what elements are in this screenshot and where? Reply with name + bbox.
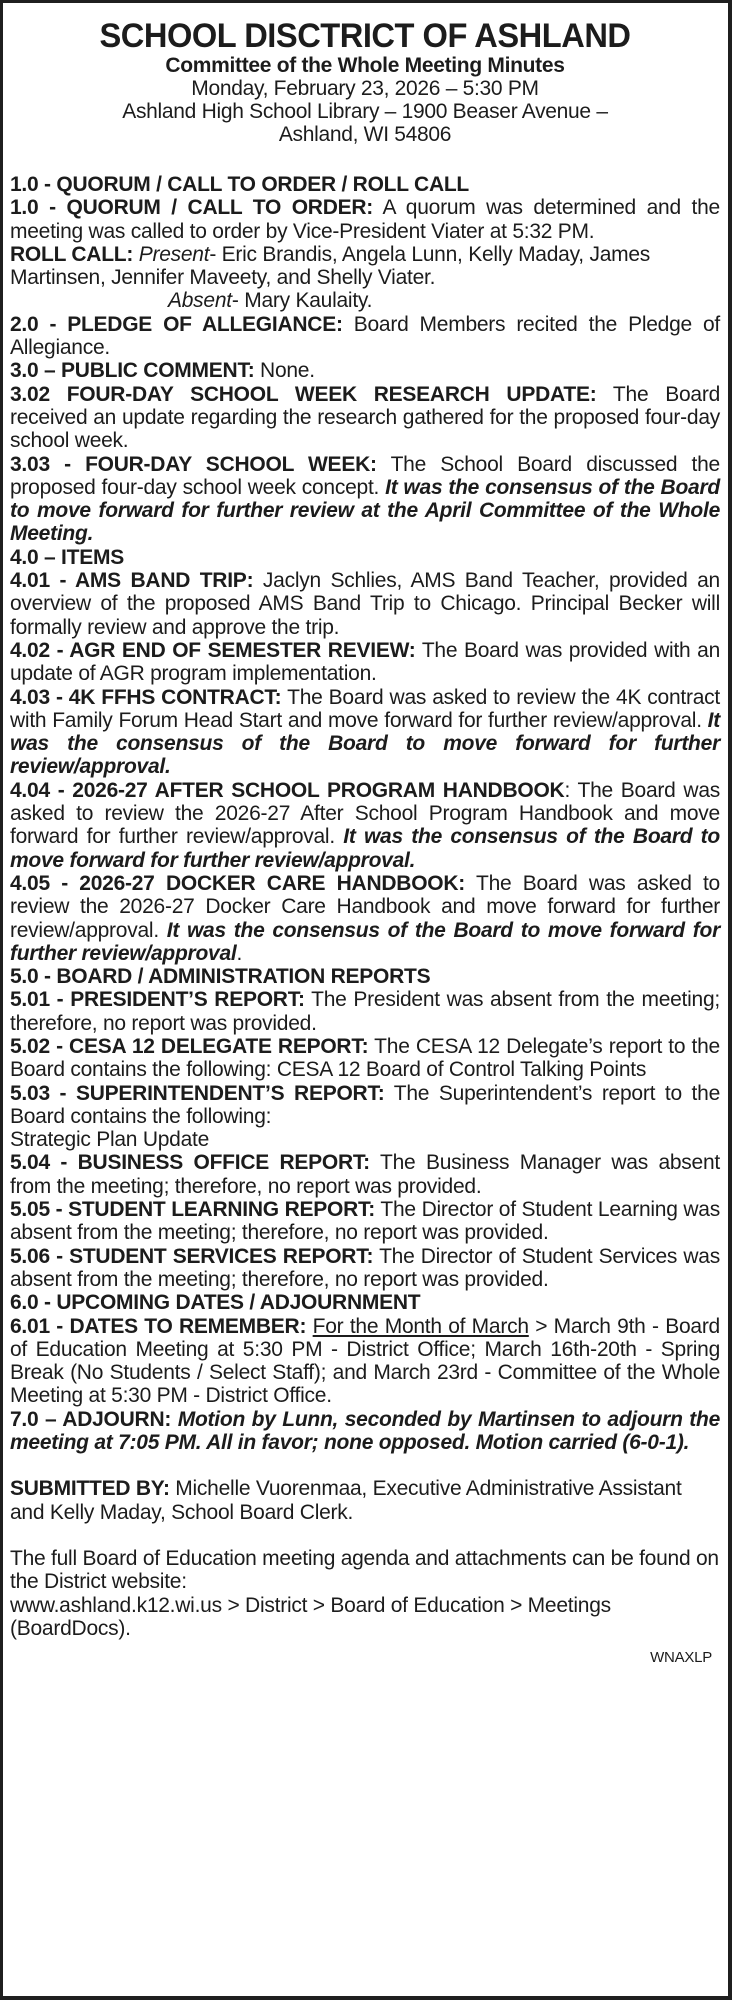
item-public-comment <box>10 359 720 382</box>
item-4-01 <box>10 569 720 639</box>
item-label: 3.03 - FOUR-DAY SCHOOL WEEK: <box>10 452 377 476</box>
item-5-02 <box>10 1035 720 1082</box>
item-text: The Superintendent’s report to the Board contains the following: <box>10 1081 721 1128</box>
spacer <box>10 1524 720 1547</box>
item-text: > March 9th - Board of Education Meeting at 5:30 PM - District Office; March 16th-20th - Spring Break (No Students / Select Staff); and March 23rd - Committee of the Whole Meeting at 5:30 PM - District Office. <box>10 1314 720 1408</box>
item-4-03 <box>10 686 720 779</box>
item-text: The President was absent from the meeting; therefore, no report was provided. <box>10 988 721 1035</box>
spacer <box>10 1454 720 1477</box>
item-5-01 <box>10 988 720 1035</box>
item-label: 7.0 – ADJOURN: <box>10 1407 172 1431</box>
item-3-02 <box>10 383 720 453</box>
submitted-by <box>10 1477 720 1524</box>
item-label: 3.02 FOUR-DAY SCHOOL WEEK RESEARCH UPDATE: <box>10 382 597 406</box>
item-text: The Business Manager was absent from the meeting; therefore, no report was provided. <box>10 1151 720 1198</box>
item-end: . <box>236 941 243 965</box>
item-label: 4.01 - AMS BAND TRIP: <box>10 569 254 593</box>
item-text: None. <box>254 359 315 383</box>
item-4-05 <box>10 872 720 965</box>
item-text: The Board was provided with an update of AGR program implementation. <box>10 638 720 686</box>
item-label: 1.0 - QUORUM / CALL TO ORDER: <box>10 196 374 220</box>
month-label: For the Month of March <box>312 1314 529 1338</box>
website-note: The full Board of Education meeting agenda and attachments can be found on the District website: <box>10 1546 719 1594</box>
district-title: SCHOOL DISCTRICT OF ASHLAND <box>99 17 631 55</box>
item-label: 3.0 – PUBLIC COMMENT: <box>10 359 255 383</box>
absent-label: Absent <box>168 289 232 313</box>
item-text: A quorum was determined and the meeting was called to order by Vice-President Viater at 5:32 PM. <box>10 196 720 243</box>
section-heading-1: 1.0 - QUORUM / CALL TO ORDER / ROLL CALL <box>10 173 470 196</box>
item-3-03 <box>10 453 720 546</box>
meeting-location-line2: Ashland, WI 54806 <box>278 123 452 146</box>
notice-header <box>10 18 720 146</box>
submitted-text: Michelle Vuorenmaa, Executive Administrative Assistant and Kelly Maday, School Board Clerk. <box>10 1477 682 1524</box>
item-5-03 <box>10 1082 720 1129</box>
motion-text: Motion by Lunn, seconded by Martinsen to adjourn the meeting at 7:05 PM. All in favor; none opposed. Motion carried (6-0-1). <box>10 1407 720 1455</box>
item-label: 4.05 - 2026-27 DOCKER CARE HANDBOOK: <box>10 871 466 895</box>
item-5-06 <box>10 1245 720 1292</box>
item-label: 5.03 - SUPERINTENDENT’S REPORT: <box>10 1081 385 1105</box>
submitted-label: SUBMITTED BY: <box>10 1477 170 1501</box>
notice-code: WNAXLP <box>650 1649 712 1667</box>
item-text: The CESA 12 Delegate’s report to the Board contains the following: CESA 12 Board of Control Talking Points <box>10 1034 720 1082</box>
item-text: : The Board was asked to review the 2026-27 After School Program Handbook and move forward for further review/approval. <box>10 778 721 849</box>
item-text: The School Board discussed the proposed four-day school week concept. <box>10 452 720 499</box>
item-5-04 <box>10 1151 720 1198</box>
item-4-02 <box>10 639 720 686</box>
consensus-text: It was the consensus of the Board to move forward for further review/approval. <box>10 825 721 872</box>
item-label: 2.0 - PLEDGE OF ALLEGIANCE: <box>10 312 343 336</box>
item-label: 5.05 - STUDENT LEARNING REPORT: <box>10 1198 376 1222</box>
section-heading-5: 5.0 - BOARD / ADMINISTRATION REPORTS <box>10 965 431 989</box>
item-label: 5.06 - STUDENT SERVICES REPORT: <box>10 1244 374 1268</box>
item-label: 5.04 - BUSINESS OFFICE REPORT: <box>10 1151 370 1175</box>
meeting-location-line1: Ashland High School Library – 1900 Beaser Avenue – <box>122 100 608 123</box>
consensus-text: It was the consensus of the Board to move forward for further review/approval. <box>10 708 720 779</box>
section-heading-4: 4.0 – ITEMS <box>10 545 124 569</box>
item-label: 5.01 - PRESIDENT’S REPORT: <box>10 988 305 1012</box>
item-label: 5.02 - CESA 12 DELEGATE REPORT: <box>10 1034 369 1058</box>
minutes-body <box>10 173 720 1669</box>
item-roll-call <box>10 243 720 290</box>
item-5-03-list: Strategic Plan Update <box>10 1128 210 1152</box>
section-heading-6: 6.0 - UPCOMING DATES / ADJOURNMENT <box>10 1291 421 1315</box>
item-4-04 <box>10 779 720 872</box>
item-5-05 <box>10 1198 720 1245</box>
item-7-0 <box>10 1408 720 1455</box>
consensus-text: It was the consensus of the Board to move forward for further review at the April Committee of the Whole Meeting. <box>10 475 720 546</box>
present-label: Present <box>138 242 210 266</box>
item-label: 6.01 - DATES TO REMEMBER: <box>10 1314 307 1338</box>
item-text: The Director of Student Learning was absent from the meeting; therefore, no report was provided. <box>10 1198 720 1245</box>
website-path: www.ashland.k12.wi.us > District > Board of Education > Meetings (BoardDocs). <box>10 1593 611 1640</box>
consensus-text: It was the consensus of the Board to move forward for further review/approval <box>10 918 720 965</box>
meeting-subtitle: Committee of the Whole Meeting Minutes <box>165 54 565 77</box>
item-text: Board Members recited the Pledge of Allegiance. <box>10 312 720 360</box>
item-label: 4.02 - AGR END OF SEMESTER REVIEW: <box>10 638 416 662</box>
meeting-date: Monday, February 23, 2026 – 5:30 PM <box>191 77 539 100</box>
item-label: 4.03 - 4K FFHS CONTRACT: <box>10 685 282 709</box>
item-text: The Director of Student Services was absent from the meeting; therefore, no report was provided. <box>10 1244 720 1291</box>
item-6-01 <box>10 1315 720 1408</box>
item-text: The Board was asked to review the 2026-27 Docker Care Handbook and move forward for further review/approval. <box>10 871 720 942</box>
item-text: The Board was asked to review the 4K contract with Family Forum Head Start and move forward for further review/approval. <box>10 685 721 732</box>
item-text: Jaclyn Schlies, AMS Band Teacher, provided an overview of the proposed AMS Band Trip to Chicago. Principal Becker will formally review and approve the trip. <box>10 569 720 639</box>
item-pledge <box>10 313 720 360</box>
present-list: - Eric Brandis, Angela Lunn, Kelly Maday, James Martinsen, Jennifer Maveety, and Shelly Viater. <box>10 242 651 290</box>
item-label: 4.04 - 2026-27 AFTER SCHOOL PROGRAM HANDBOOK <box>10 778 565 802</box>
item-text: The Board received an update regarding the research gathered for the proposed four-day school week. <box>10 382 721 453</box>
item-label: ROLL CALL: <box>10 242 134 266</box>
item-quorum <box>10 196 720 243</box>
absent-list: - Mary Kaulaity. <box>231 289 373 313</box>
item-absent <box>10 289 720 312</box>
